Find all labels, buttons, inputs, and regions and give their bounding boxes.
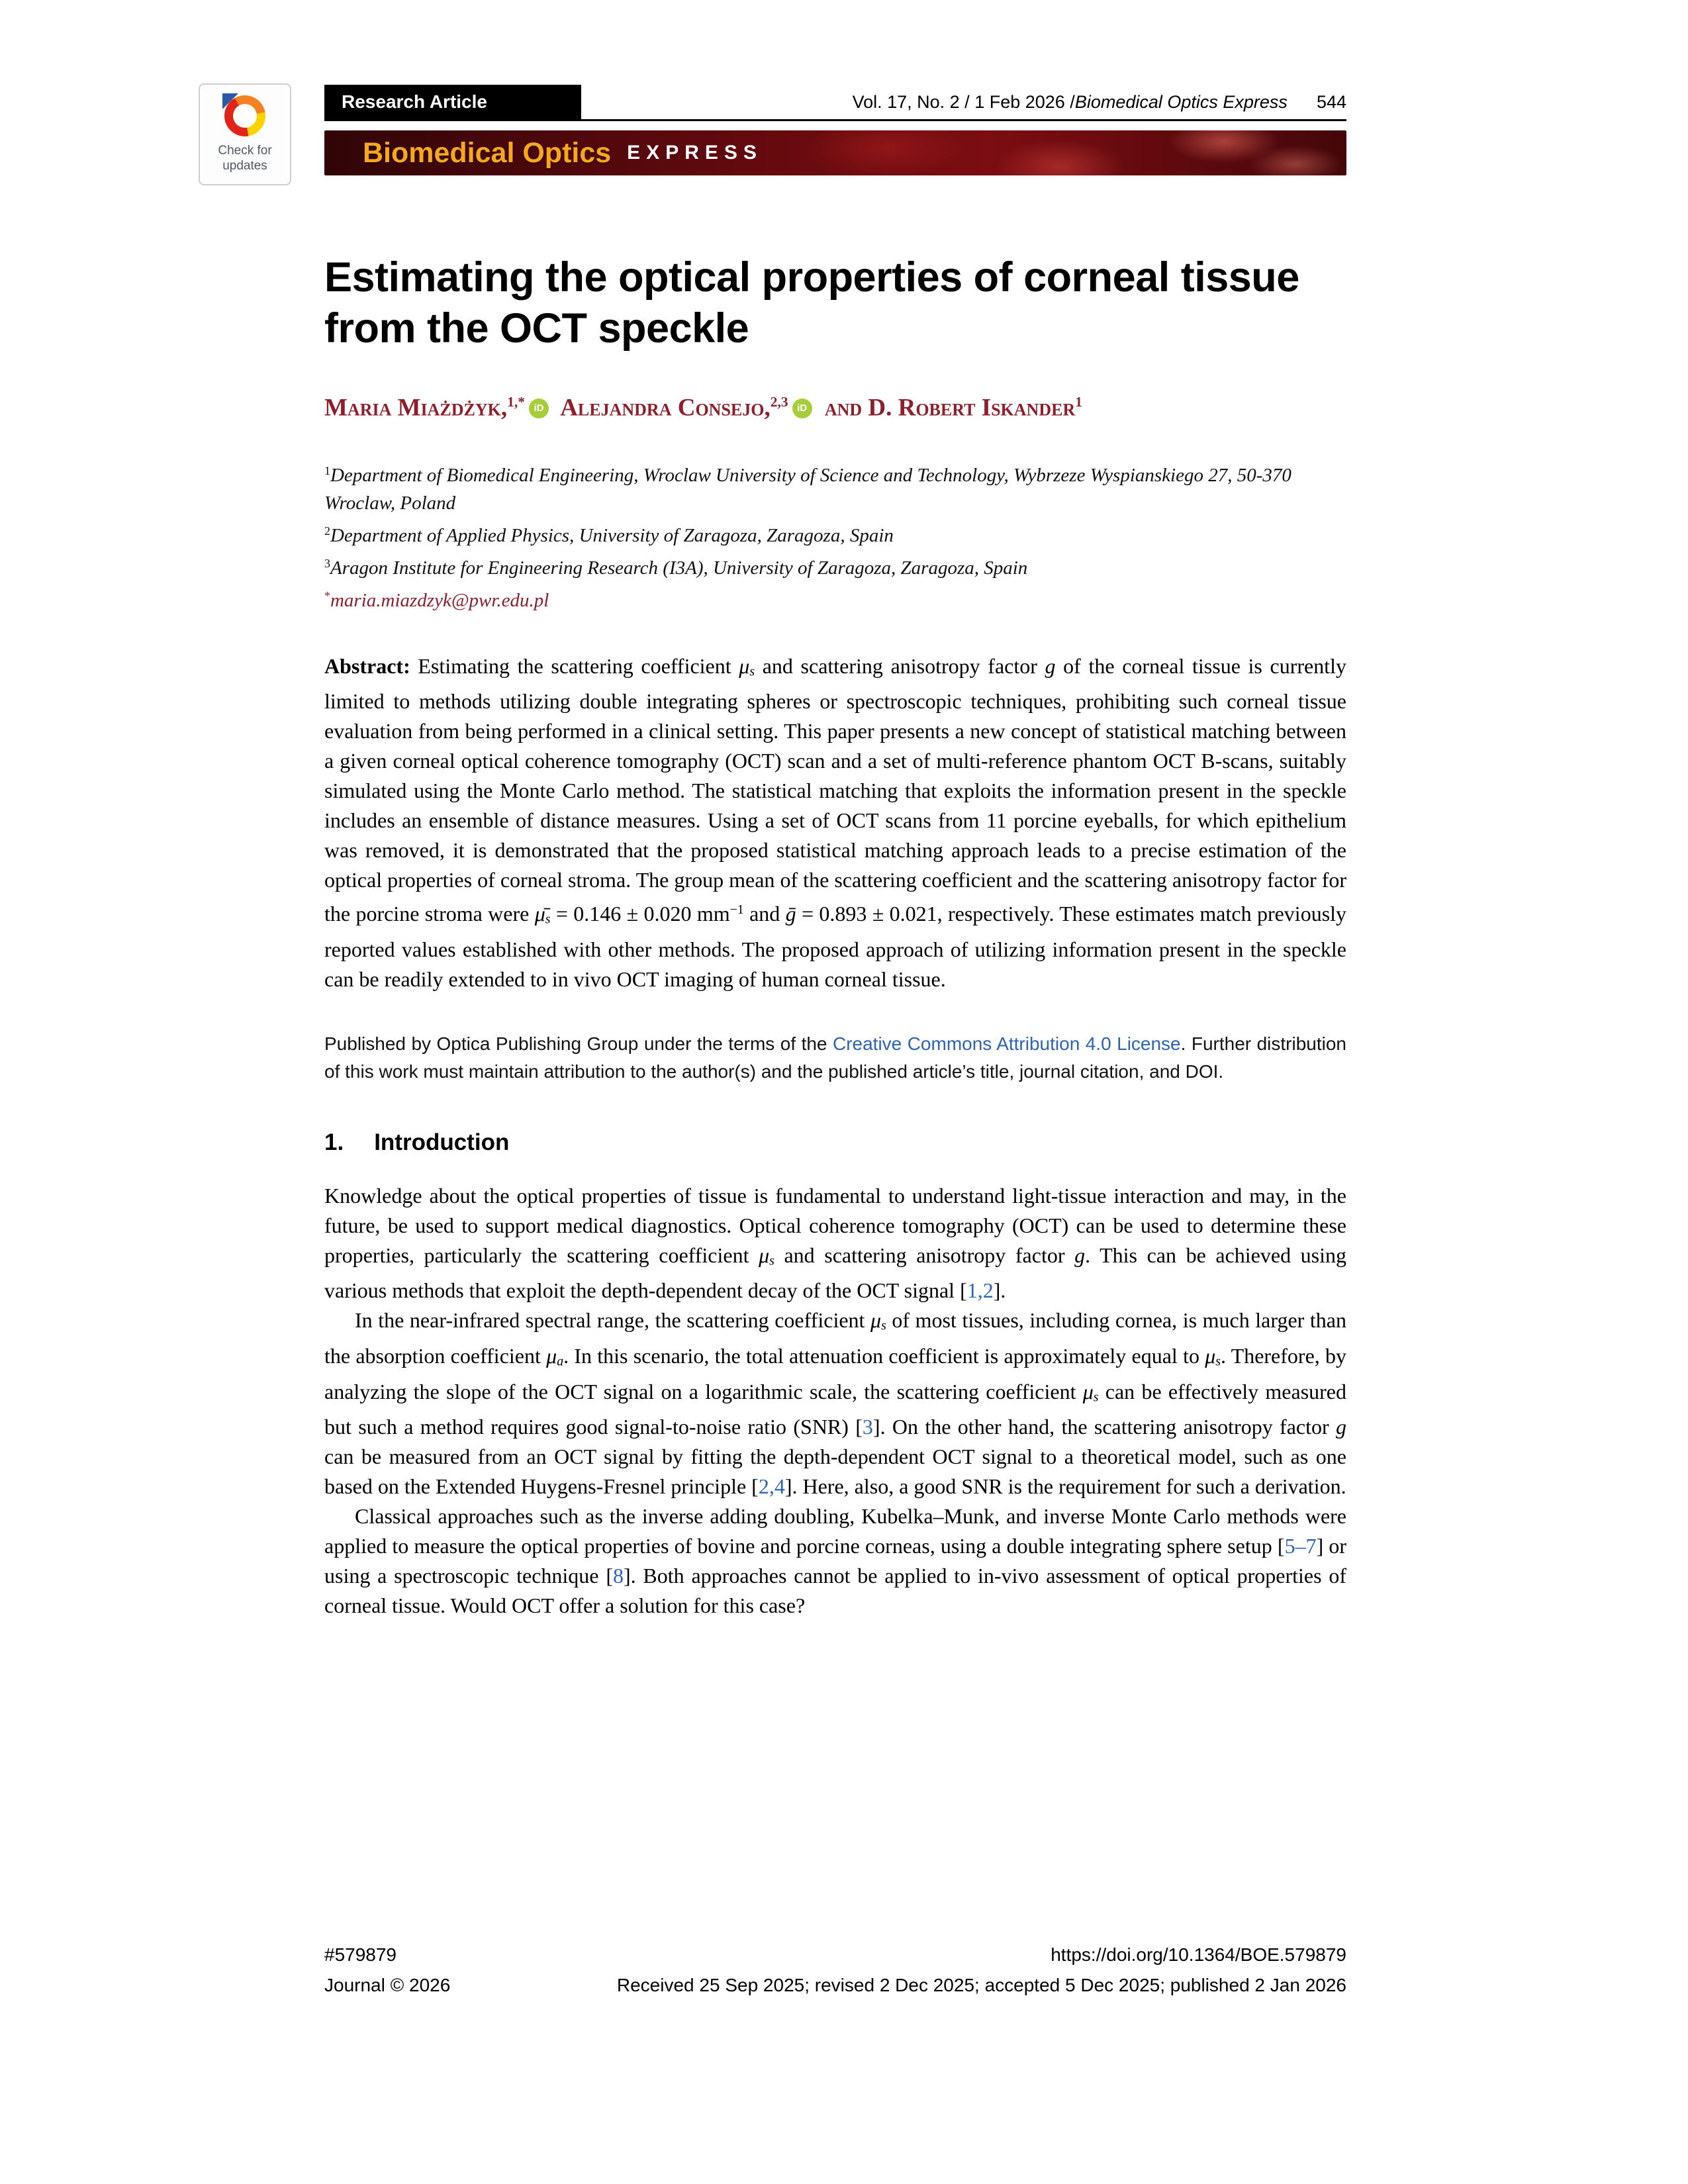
intro-paragraph-3 — [324, 1501, 1346, 1621]
text-segment: μ̄ — [534, 902, 545, 926]
text-segment: −1 — [729, 902, 744, 918]
paper-title: Estimating the optical properties of corneal tissue from the OCT speckle — [324, 254, 1299, 352]
text-segment: ]. Both approaches cannot be applied to in-vivo assessment of optical properties of corneal tissue. Would OCT offer a solution for this case? — [324, 1564, 1346, 1618]
text-segment: and — [743, 902, 786, 926]
crossmark-logo-icon — [224, 95, 265, 136]
submission-id: #579879 — [324, 1944, 397, 1965]
text-segment: Maria Miażdżyk, — [324, 394, 508, 422]
journal-banner — [324, 130, 1346, 175]
check-for-updates-label — [218, 143, 271, 173]
author-line — [324, 385, 1346, 425]
text-segment: of most tissues, including cornea, is much larger than the absorption coefficient — [324, 1308, 1347, 1368]
text-segment: of the corneal tissue is currently limited to methods utilizing double integrating spheres or spectroscopic techniques, prohibiting such corneal tissue evaluation from being performed in a clinical setting. This paper presents a new concept of statistical matching between a given corneal optical coherence tomography (OCT) scan and a set of multi-reference phantom OCT B-scans, suitably simulated using the Monte Carlo method. The statistical matching that exploits the information present in the speckle includes an ensemble of distance measures. Using a set of OCT scans from 11 porcine eyeballs, for which epithelium was removed, it is demonstrated that the proposed statistical matching approach leads to a precise estimation of the optical properties of corneal stroma. The group mean of the scattering coefficient and the scattering anisotropy factor for the porcine stroma were — [324, 653, 1347, 926]
text-segment: μ — [1205, 1343, 1216, 1368]
text-segment: μ — [546, 1343, 557, 1368]
text-segment: . In this scenario, the total attenuation coefficient is approximately equal to — [563, 1343, 1205, 1368]
text-segment: μ — [870, 1308, 882, 1333]
text-segment: ] or using a spectroscopic technique [ — [324, 1534, 1347, 1588]
section-title: Introduction — [374, 1129, 510, 1155]
orcid-icon[interactable]: iD — [529, 399, 549, 418]
text-segment: s — [769, 1253, 774, 1268]
text-segment: . This can be achieved using various methods that exploit the depth-dependent decay of the OCT signal [ — [324, 1243, 1347, 1303]
text-segment: = 0.146 ± 0.020 mm — [550, 902, 730, 926]
check-for-updates-line2: updates — [222, 159, 267, 173]
journal-copyright: Journal © 2026 — [324, 1975, 451, 1995]
citation-link[interactable]: 5–7 — [1284, 1534, 1317, 1558]
footer — [324, 1940, 1346, 2001]
text-segment: 3 — [324, 557, 330, 571]
citation-link[interactable]: 2,4 — [758, 1474, 785, 1499]
text-segment: Alejandra Consejo, — [560, 394, 771, 422]
text-segment: g — [1074, 1243, 1086, 1267]
corresponding-email — [324, 582, 1346, 614]
text-segment: s — [881, 1318, 886, 1333]
text-segment: s — [749, 664, 755, 679]
cc-license-link[interactable]: Creative Commons Attribution 4.0 License — [832, 1033, 1181, 1054]
text-segment: and scattering anisotropy factor — [774, 1243, 1075, 1267]
text-segment: Department of Biomedical Engineering, Wroclaw University of Science and Technology, Wybrzeze Wyspianskiego 27, 50-370 Wroclaw, Poland — [324, 465, 1291, 514]
text-segment: ]. — [993, 1278, 1006, 1303]
text-segment: and D. Robert Iskander — [818, 394, 1076, 422]
text-segment: s — [1215, 1354, 1221, 1369]
text-segment: g — [1336, 1415, 1346, 1439]
affiliation-3 — [324, 549, 1346, 582]
text-segment: can be measured from an OCT signal by fitting the depth-dependent OCT signal to a theoretical model, such as one based on the Extended Huygens-Fresnel principle [ — [324, 1445, 1346, 1499]
affiliation-2 — [324, 517, 1346, 549]
affiliations-block — [324, 457, 1346, 614]
text-segment: Abstract: — [324, 653, 418, 678]
banner-journal-name: Biomedical Optics — [363, 136, 612, 169]
text-segment: μ — [759, 1243, 770, 1267]
citation-link[interactable]: 3 — [862, 1415, 873, 1439]
text-segment: Biomedical Optics Express — [1074, 91, 1288, 112]
text-segment: = 0.893 ± 0.021, respectively. These estimates match previously reported values established with other methods. The proposed approach of utilizing information present in the speckle can be readily extended to in vivo OCT imaging of human corneal tissue. — [324, 902, 1347, 991]
text-segment: and scattering anisotropy factor — [755, 653, 1045, 678]
text-segment: g — [1045, 653, 1056, 678]
text-segment: In the near-infrared spectral range, the scattering coefficient — [355, 1308, 871, 1333]
text-segment: ]. Here, also, a good SNR is the requirement for such a derivation. — [784, 1474, 1346, 1499]
text-segment: Vol. 17, No. 2 / 1 Feb 2026 / — [852, 91, 1075, 112]
text-segment: a — [557, 1354, 564, 1369]
text-segment: ]. On the other hand, the scattering anisotropy factor — [872, 1415, 1336, 1439]
page-content — [324, 85, 1346, 1621]
intro-paragraph-2 — [324, 1306, 1346, 1501]
banner-express-label: EXPRESS — [627, 142, 763, 164]
text-segment: * — [324, 589, 330, 602]
research-article-tag: Research Article — [324, 85, 581, 119]
email-link[interactable]: maria.miazdzyk@pwr.edu.pl — [330, 589, 549, 611]
text-segment: Knowledge about the optical properties of tissue is fundamental to understand light-tissue interaction and may, in the future, be used to support medical diagnostics. Optical coherence tomography (OCT) can be used to determine these properties, particularly the scattering coefficient — [324, 1183, 1346, 1267]
license-paragraph — [324, 1030, 1346, 1086]
affiliation-1 — [324, 457, 1346, 517]
volume-info — [853, 85, 1346, 119]
text-segment: μ — [1082, 1379, 1094, 1403]
footer-row-2 — [324, 1970, 1346, 2001]
check-for-updates-badge[interactable] — [199, 83, 291, 185]
section-number: 1. — [324, 1129, 344, 1155]
doi-link[interactable]: https://doi.org/10.1364/BOE.579879 — [1051, 1944, 1346, 1965]
text-segment: 1,* — [507, 394, 525, 410]
journal-header — [324, 85, 1346, 121]
text-segment: 1 — [1075, 394, 1082, 410]
text-segment: Department of Applied Physics, University of Zaragoza, Zaragoza, Spain — [330, 525, 894, 547]
orcid-icon[interactable]: iD — [792, 399, 812, 418]
text-segment: Classical approaches such as the inverse adding doubling, Kubelka–Munk, and inverse Monte Carlo methods were applied to measure the optical properties of bovine and porcine corneas, using a double integrating sphere setup [ — [324, 1504, 1346, 1558]
footer-row-1 — [324, 1940, 1346, 1970]
article-history: Received 25 Sep 2025; revised 2 Dec 2025; accepted 5 Dec 2025; published 2 Jan 2026 — [616, 1975, 1346, 1995]
text-segment: 544 — [1316, 91, 1346, 112]
text-segment: . Therefore, by analyzing the slope of the OCT signal on a logarithmic scale, the scattering coefficient — [324, 1343, 1347, 1403]
text-segment: . Further distribution of this work must maintain attribution to the author(s) and the published article’s title, journal citation, and DOI. — [324, 1033, 1347, 1082]
section-heading-introduction — [324, 1129, 1346, 1156]
citation-link[interactable]: 8 — [612, 1564, 624, 1588]
text-segment: Aragon Institute for Engineering Research (I3A), University of Zaragoza, Zaragoza, Spain — [330, 557, 1028, 579]
citation-link[interactable]: 1,2 — [966, 1278, 994, 1303]
text-segment: 2 — [324, 524, 330, 538]
text-segment: Estimating the scattering coefficient — [418, 653, 739, 678]
intro-paragraph-1 — [324, 1181, 1346, 1306]
text-segment: 2,3 — [770, 394, 788, 410]
text-segment: s — [545, 912, 551, 927]
text-segment: Published by Optica Publishing Group under the terms of the — [324, 1033, 833, 1054]
text-segment: s — [1093, 1390, 1099, 1405]
text-segment: can be effectively measured but such a method requires good signal-to-noise ratio (SNR) [ — [324, 1379, 1347, 1439]
text-segment: μ — [739, 653, 750, 678]
text-segment: 1 — [324, 464, 330, 478]
abstract-paragraph — [324, 651, 1346, 994]
text-segment: ḡ — [785, 902, 796, 926]
check-for-updates-line1: Check for — [218, 144, 272, 158]
